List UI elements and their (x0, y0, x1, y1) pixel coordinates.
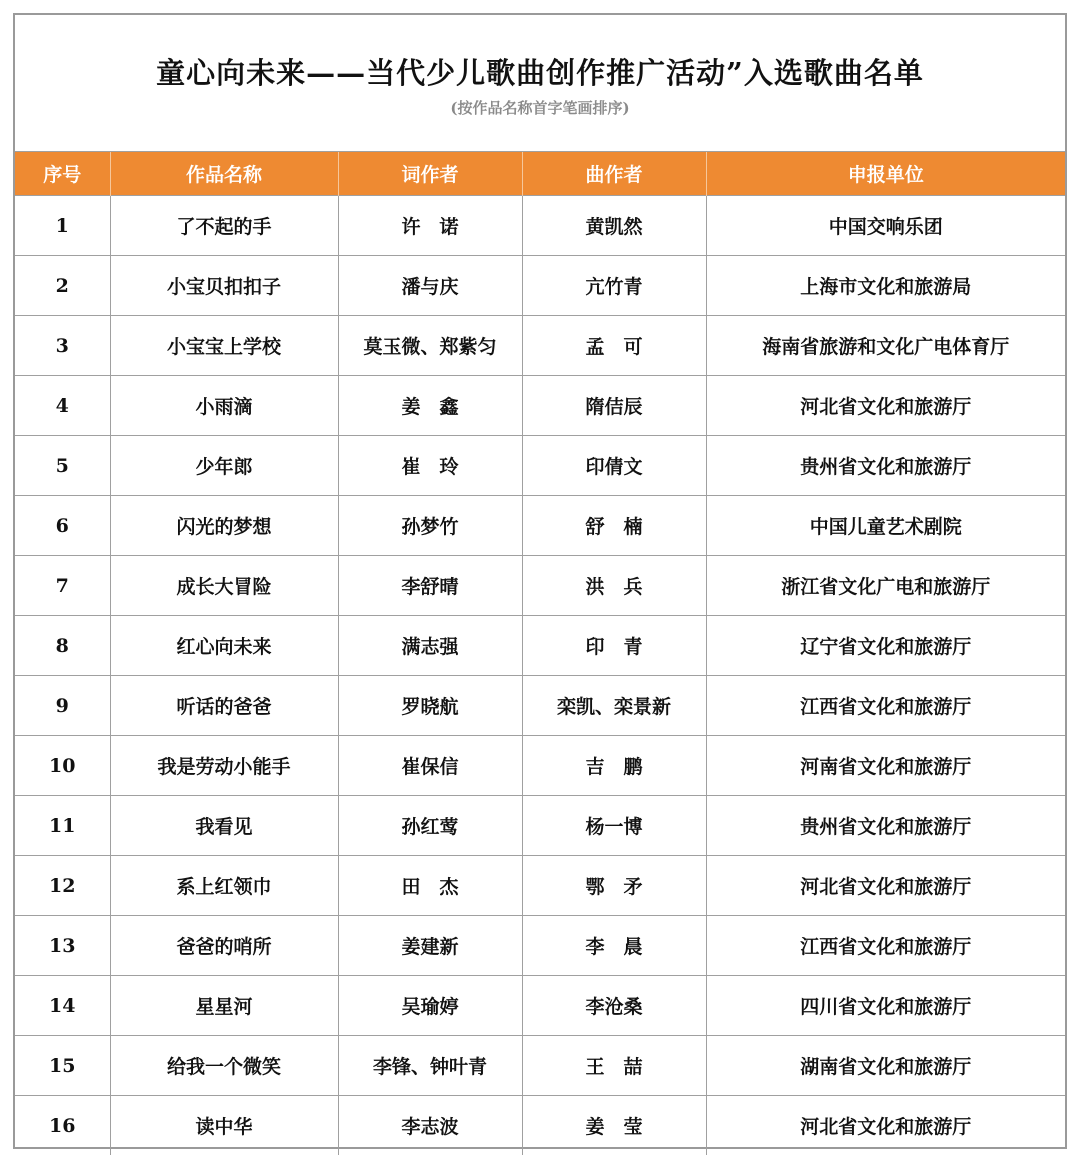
cell-unit: 中国交响乐团 (706, 196, 1065, 256)
cell-lyricist: 孙红莺 (338, 796, 522, 856)
cell-lyricist: 莫玉微、郑紫匀 (338, 316, 522, 376)
cell-work-title: 小雨滴 (110, 376, 338, 436)
table-row (15, 256, 1065, 316)
cell-no: 13 (15, 916, 110, 976)
cell-work-title: 读中华 (110, 1096, 338, 1156)
cell-work-title: 星星河 (110, 976, 338, 1036)
cell-work-title: 红心向未来 (110, 616, 338, 676)
cell-lyricist: 李志波 (338, 1096, 522, 1156)
cell-unit: 贵州省文化和旅游厅 (706, 436, 1065, 496)
cell-no: 8 (15, 616, 110, 676)
cell-composer: 李 晨 (522, 916, 706, 976)
page-title: 童心向未来——当代少儿歌曲创作推广活动”入选歌曲名单 (156, 56, 924, 90)
cell-unit: 河南省文化和旅游厅 (706, 736, 1065, 796)
cell-no: 10 (15, 736, 110, 796)
column-header-work: 作品名称 (110, 152, 338, 196)
cell-unit: 辽宁省文化和旅游厅 (706, 616, 1065, 676)
cell-lyricist: 李舒晴 (338, 556, 522, 616)
cell-work-title: 爸爸的哨所 (110, 916, 338, 976)
cell-work-title: 听话的爸爸 (110, 676, 338, 736)
cell-composer: 李沧桑 (522, 976, 706, 1036)
table-header (15, 152, 1065, 196)
cell-no: 12 (15, 856, 110, 916)
table-row (15, 916, 1065, 976)
cell-work-title: 系上红领巾 (110, 856, 338, 916)
cell-composer: 亢竹青 (522, 256, 706, 316)
cell-no: 4 (15, 376, 110, 436)
cell-composer: 姜 莹 (522, 1096, 706, 1156)
cell-work-title: 闪光的梦想 (110, 496, 338, 556)
column-header-no: 序号 (15, 152, 110, 196)
cell-unit: 河北省文化和旅游厅 (706, 856, 1065, 916)
cell-lyricist: 姜 鑫 (338, 376, 522, 436)
cell-composer: 孟 可 (522, 316, 706, 376)
cell-lyricist: 姜建新 (338, 916, 522, 976)
cell-lyricist: 吴瑜婷 (338, 976, 522, 1036)
cell-composer: 鄂 矛 (522, 856, 706, 916)
cell-no: 6 (15, 496, 110, 556)
table-row (15, 376, 1065, 436)
cell-no: 15 (15, 1036, 110, 1096)
cell-unit: 四川省文化和旅游厅 (706, 976, 1065, 1036)
cell-unit: 贵州省文化和旅游厅 (706, 796, 1065, 856)
column-header-lyricist: 词作者 (338, 152, 522, 196)
table-body (15, 196, 1065, 1156)
table-row (15, 496, 1065, 556)
cell-composer: 洪 兵 (522, 556, 706, 616)
column-header-unit: 申报单位 (706, 152, 1065, 196)
song-table (15, 152, 1065, 1155)
cell-composer: 吉 鹏 (522, 736, 706, 796)
song-list-document (13, 13, 1067, 1149)
table-row (15, 1096, 1065, 1156)
cell-lyricist: 孙梦竹 (338, 496, 522, 556)
cell-work-title: 了不起的手 (110, 196, 338, 256)
cell-no: 5 (15, 436, 110, 496)
table-row (15, 1036, 1065, 1096)
table-row (15, 616, 1065, 676)
cell-composer: 隋佶辰 (522, 376, 706, 436)
cell-lyricist: 崔保信 (338, 736, 522, 796)
cell-lyricist: 许 诺 (338, 196, 522, 256)
cell-composer: 栾凯、栾景新 (522, 676, 706, 736)
cell-no: 7 (15, 556, 110, 616)
table-row (15, 856, 1065, 916)
table-row (15, 676, 1065, 736)
cell-work-title: 小宝宝上学校 (110, 316, 338, 376)
cell-lyricist: 罗晓航 (338, 676, 522, 736)
table-row (15, 976, 1065, 1036)
table-row (15, 556, 1065, 616)
page-subtitle: (按作品名称首字笔画排序) (450, 99, 630, 117)
table-row (15, 736, 1065, 796)
cell-unit: 海南省旅游和文化广电体育厅 (706, 316, 1065, 376)
cell-composer: 黄凯然 (522, 196, 706, 256)
cell-composer: 印倩文 (522, 436, 706, 496)
cell-unit: 江西省文化和旅游厅 (706, 916, 1065, 976)
cell-no: 3 (15, 316, 110, 376)
cell-lyricist: 田 杰 (338, 856, 522, 916)
cell-work-title: 我看见 (110, 796, 338, 856)
cell-no: 14 (15, 976, 110, 1036)
table-row (15, 436, 1065, 496)
cell-composer: 王 喆 (522, 1036, 706, 1096)
cell-no: 2 (15, 256, 110, 316)
column-header-composer: 曲作者 (522, 152, 706, 196)
cell-unit: 河北省文化和旅游厅 (706, 376, 1065, 436)
cell-composer: 印 青 (522, 616, 706, 676)
cell-no: 16 (15, 1096, 110, 1156)
cell-work-title: 成长大冒险 (110, 556, 338, 616)
title-block (15, 15, 1065, 152)
cell-composer: 杨一博 (522, 796, 706, 856)
table-row (15, 316, 1065, 376)
cell-lyricist: 满志强 (338, 616, 522, 676)
cell-work-title: 少年郎 (110, 436, 338, 496)
cell-work-title: 小宝贝扣扣子 (110, 256, 338, 316)
cell-unit: 江西省文化和旅游厅 (706, 676, 1065, 736)
cell-no: 11 (15, 796, 110, 856)
cell-no: 9 (15, 676, 110, 736)
cell-lyricist: 潘与庆 (338, 256, 522, 316)
cell-lyricist: 李锋、钟叶青 (338, 1036, 522, 1096)
cell-work-title: 给我一个微笑 (110, 1036, 338, 1096)
cell-unit: 上海市文化和旅游局 (706, 256, 1065, 316)
cell-composer: 舒 楠 (522, 496, 706, 556)
cell-work-title: 我是劳动小能手 (110, 736, 338, 796)
cell-unit: 浙江省文化广电和旅游厅 (706, 556, 1065, 616)
cell-unit: 河北省文化和旅游厅 (706, 1096, 1065, 1156)
table-row (15, 796, 1065, 856)
cell-no: 1 (15, 196, 110, 256)
table-row (15, 196, 1065, 256)
cell-lyricist: 崔 玲 (338, 436, 522, 496)
cell-unit: 中国儿童艺术剧院 (706, 496, 1065, 556)
cell-unit: 湖南省文化和旅游厅 (706, 1036, 1065, 1096)
